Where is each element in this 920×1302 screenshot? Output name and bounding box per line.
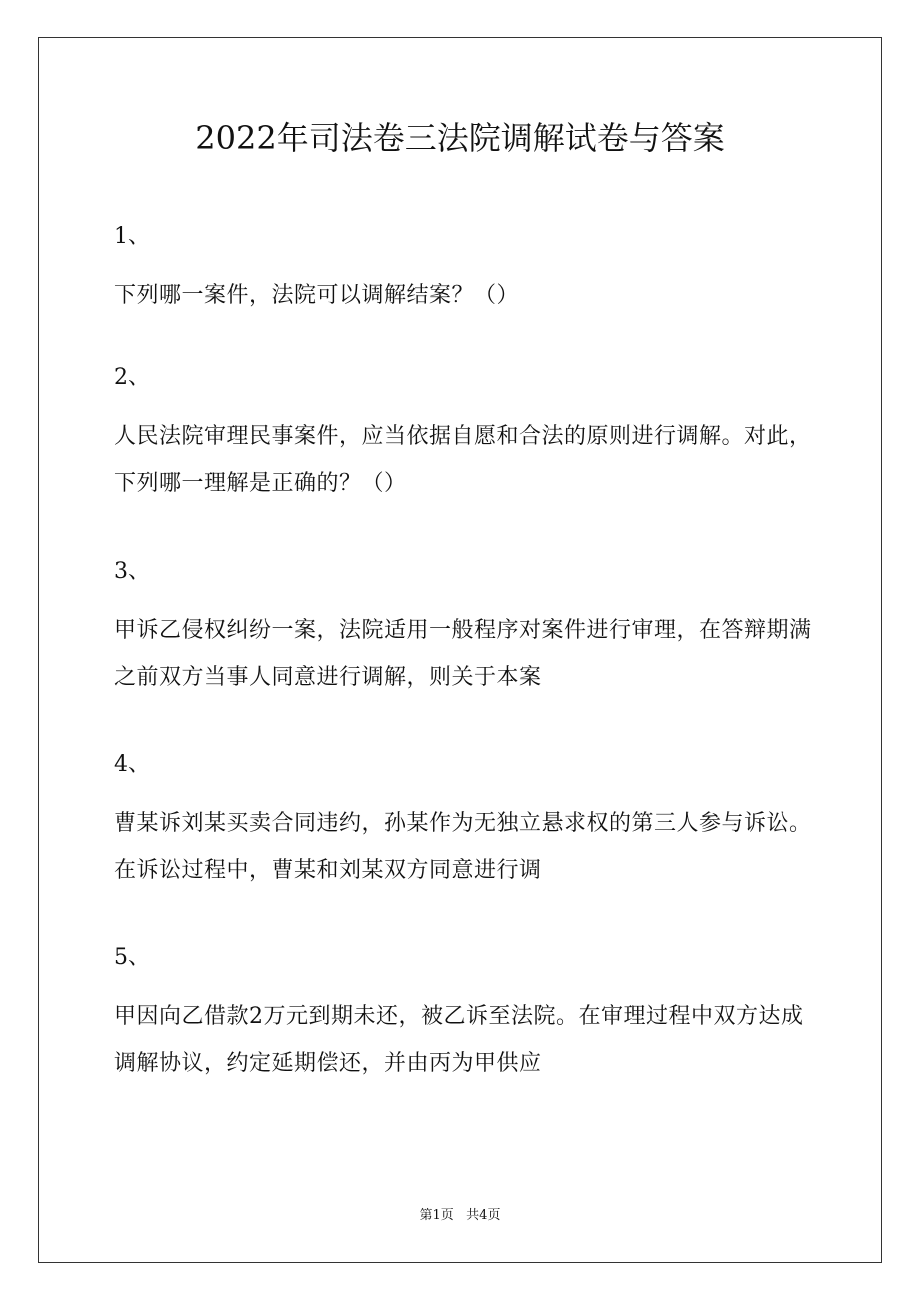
question-item <box>114 363 814 507</box>
question-item <box>114 557 814 701</box>
question-number: 1、 <box>114 224 150 249</box>
question-number: 4、 <box>114 752 150 777</box>
question-item <box>114 222 814 319</box>
question-text: 甲诉乙侵权纠纷一案，法院适用一般程序对案件进行审理，在答辩期满之前双方当事人同意进行调解，则关于本案 <box>114 618 812 690</box>
question-text: 下列哪一案件，法院可以调解结案？（） <box>114 283 520 308</box>
question-text: 甲因向乙借款2万元到期未还，被乙诉至法院。在审理过程中双方达成调解协议，约定延期偿还，并由丙为甲供应 <box>114 1004 804 1076</box>
question-number: 2、 <box>114 365 150 390</box>
question-item <box>114 750 814 894</box>
question-number: 5、 <box>114 945 150 970</box>
question-text: 曹某诉刘某买卖合同违约，孙某作为无独立悬求权的第三人参与诉讼。在诉讼过程中，曹某和刘某双方同意进行调 <box>114 811 812 883</box>
question-text: 人民法院审理民事案件，应当依据自愿和合法的原则进行调解。对此，下列哪一理解是正确的？（） <box>114 424 812 496</box>
question-item <box>114 943 814 1087</box>
page-footer: 第1页 共4页 <box>419 1208 501 1223</box>
document-title: 2022年司法卷三法院调解试卷与答案 <box>195 119 725 157</box>
question-number: 3、 <box>114 559 150 584</box>
